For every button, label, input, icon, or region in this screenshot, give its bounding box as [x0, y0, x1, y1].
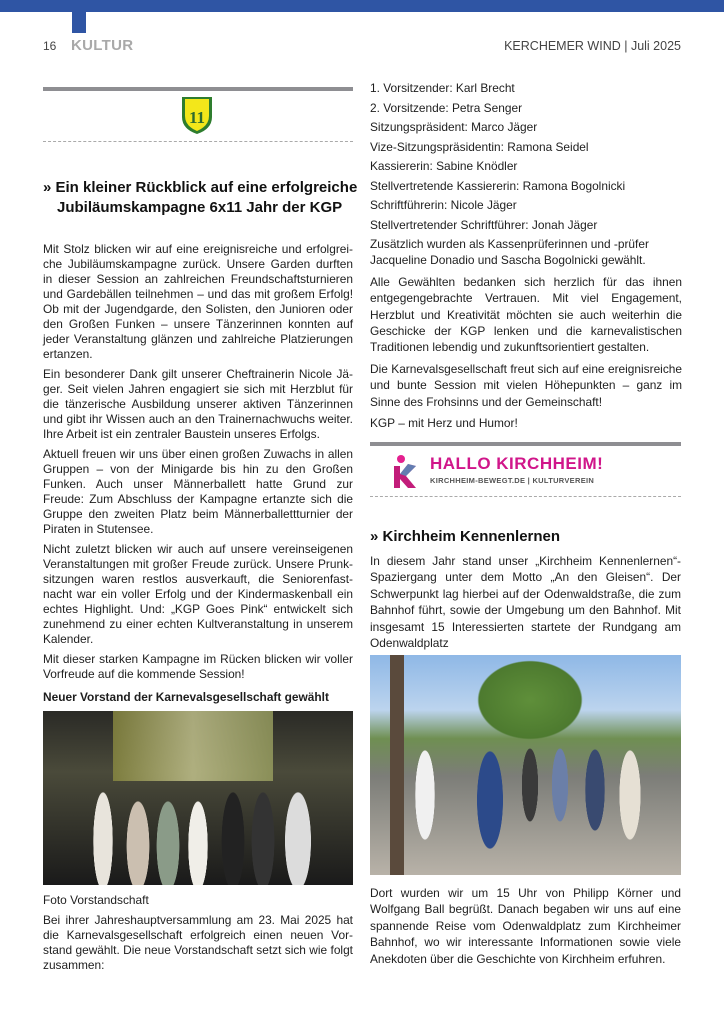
article-heading — [43, 178, 358, 218]
divider — [43, 141, 353, 142]
article-body — [370, 553, 681, 656]
paragraph: Nicht zuletzt blicken wir auch auf unsere vereinseigenen Veranstaltungen mit großer Freude zurück. Unsere Prunksitzungen waren restlos ausverkauft, die Seniorenfastnacht war ein voller Erfolg und der Kindermaskenball ein echtes Highlight. Und: „KGP Goes Pink“ entwickelt sich zunehmend zu einer echten Kultveranstaltung in unserem Kalender. — [43, 542, 353, 646]
board-member: Sitzungspräsident: Marco Jäger — [370, 120, 538, 134]
heading-line: » Ein kleiner Rückblick auf eine erfolgreiche — [43, 179, 358, 196]
board-member: 1. Vorsitzender: Karl Brecht — [370, 81, 515, 95]
kgp-logo — [180, 95, 214, 135]
paragraph: Bei ihrer Jahreshauptversammlung am 23. Mai 2025 hat die Karnevalsgesellschaft erfolgreich einen neuen Vorstand gewählt. Die neue Vorstandschaft setzt sich wie folgt zusammen: — [43, 913, 353, 972]
article-body-end — [370, 885, 681, 972]
board-member: Kassiererin: Sabine Knödler — [370, 159, 518, 173]
article-rule — [43, 87, 353, 91]
paragraph: Aktuell freuen wir uns über einen großen Zuwachs in allen Gruppen – von der Minigarde bis hin zu den Großen Funken. Auch unser Männerballett hatte Grund zur Freude: Zum Abschluss der Kampagne ertanzte sich die Gruppe den zweiten Platz beim Männerballettturnier der Piraten in Stutensee. — [43, 447, 353, 536]
top-color-bar — [0, 0, 724, 12]
k-logo-icon — [388, 454, 420, 490]
paragraph: Die Karnevalsgesellschaft freut sich auf eine ereignisreiche und bunte Session mit vielen Höhepunkten – ganz im Sinne des Frohsinns und der Gemeinschaft! — [370, 361, 682, 409]
page-number: 16 — [43, 39, 57, 53]
paragraph: Dort wurden wir um 15 Uhr von Philipp Körner und Wolfgang Ball begrüßt. Danach begaben wir uns auf eine spannende Reise vom Odenwaldplatz zum Kirchheimer Bahnhof, wo wir interessante Informationen sowie viele Anekdoten über die Geschichte von Kirchheim erfuhren. — [370, 886, 681, 966]
board-member: Vize-Sitzungspräsidentin: Ramona Seidel — [370, 139, 589, 154]
paragraph: KGP – mit Herz und Humor! — [370, 416, 518, 431]
heading-line: Jubiläumskampagne 6x11 Jahr der KGP — [57, 199, 343, 216]
article-heading: » Kirchheim Kennenlernen — [370, 528, 561, 545]
subheading: Neuer Vorstand der Karnevalsgesellschaft gewählt — [43, 690, 329, 704]
svg-text:11: 11 — [188, 108, 206, 127]
article-rule — [370, 442, 681, 446]
paragraph: Mit Stolz blicken wir auf eine ereignisreiche und erfolgreiche Jubiläumskampagne zurück. Unsere Garden durften in dieser Session an zahlreichen Freundschaftsturnieren und Gardebällen teilnehmen – und das mit großem Erfolg! Ob mit der Jugendgarde, den Solisten, den Junioren oder den Großen Funken – unsere Tänzerinnen konnten auf jeder Veranstaltung glänzen und zahlreiche Platzierungen ertanzen. — [43, 242, 353, 361]
board-list — [370, 80, 682, 436]
paragraph: Alle Gewählten bedanken sich herzlich für das ihnen entgegengebrachte Vertrauen. Mit viel Engagement, Herzblut und Kreativität möchten sie auch weiterhin die Geschicke der KGP lenken und die karnevalistischen Traditionen lebendig und zukunftsorientiert gestalten. — [370, 274, 682, 355]
board-member: 2. Vorsitzende: Petra Senger — [370, 100, 523, 115]
paragraph: In diesem Jahr stand unser „Kirchheim Kennenlernen“-Spaziergang unter dem Motto „An den Gleisen“. Der Schwerpunkt lag hierbei auf der Odenwaldstraße, die zum Bahnhof führt, sowie der Umgebung um den Bahnhof. Mit insgesamt 15 Interessierten startete der Rundgang am Odenwaldplatz — [370, 554, 681, 651]
paragraph: Ein besonderer Dank gilt unserer Cheftrainerin Nicole Jäger. Seit vielen Jahren engagiert sie sich mit Herzblut für die tänzerische Ausbildung unserer aktiven Tänzerinnen und gibt ihr Wissen auch an den Trainernachwuchs weiter. Ihre Arbeit ist ein zentraler Baustein unseres Erfolgs. — [43, 367, 353, 441]
board-photo — [43, 711, 353, 885]
paragraph: Mit dieser starken Kampagne im Rücken blicken wir voller Vorfreude auf die kommende Session! — [43, 652, 353, 681]
banner-subtitle: KIRCHHEIM-BEWEGT.DE | KULTURVEREIN — [430, 476, 595, 485]
board-member: Schriftführerin: Nicole Jäger — [370, 198, 517, 212]
magazine-issue: KERCHEMER WIND | Juli 2025 — [504, 39, 681, 53]
hallo-kirchheim-logo — [388, 452, 628, 492]
photo-caption: Foto Vorstandschaft — [43, 893, 149, 907]
divider — [370, 496, 681, 497]
board-member: Stellvertretende Kassiererin: Ramona Bogolnicki — [370, 178, 626, 193]
section-marker — [72, 12, 86, 33]
article-body — [43, 242, 353, 978]
paragraph: Zusätzlich wurden als Kassenprüferinnen und -prüfer Jacqueline Donadio und Sascha Bogolnicki gewählt. — [370, 237, 649, 268]
walk-photo — [370, 655, 681, 875]
board-member: Stellvertretender Schriftführer: Jonah Jäger — [370, 217, 598, 232]
banner-title: HALLO KIRCHHEIM! — [430, 454, 604, 473]
section-title: KULTUR — [71, 37, 134, 54]
